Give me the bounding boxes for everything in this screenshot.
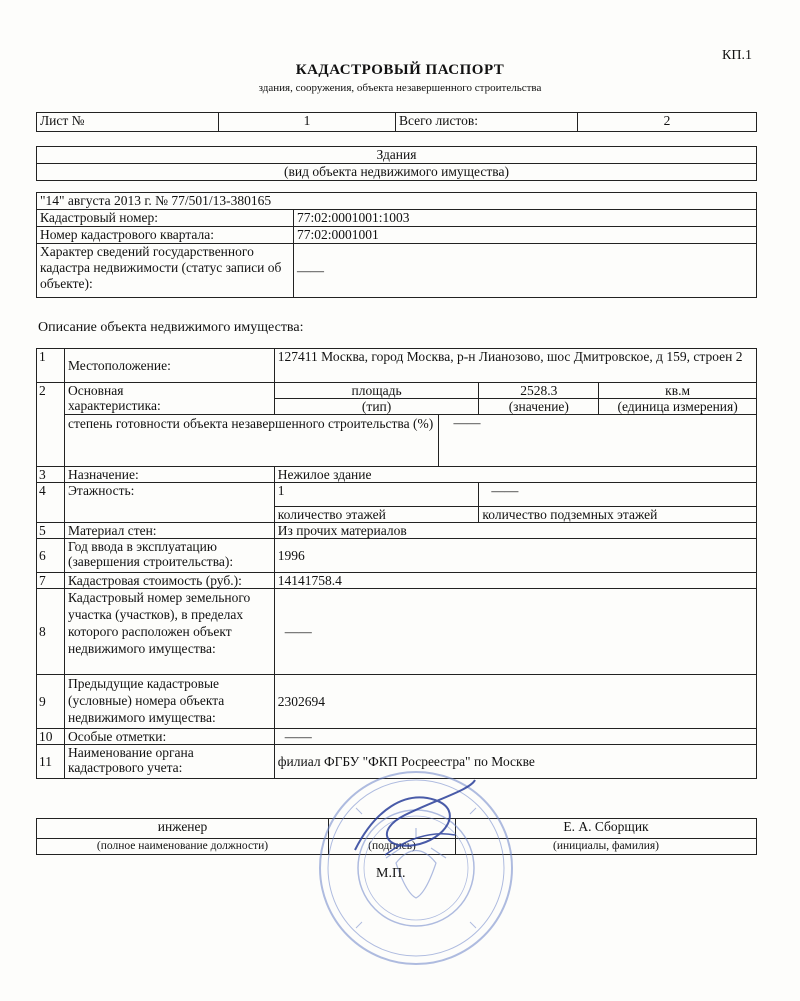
- cadastral-number-label: Кадастровый номер:: [37, 210, 294, 227]
- purpose-value: Нежилое здание: [274, 467, 756, 483]
- characteristic-type-caption: (тип): [274, 399, 479, 415]
- total-sheets-value: 2: [578, 113, 757, 132]
- characteristic-type: площадь: [274, 383, 479, 399]
- quarter-value: 77:02:0001001: [294, 227, 757, 244]
- row-6-number: 6: [37, 539, 65, 573]
- row-2-number: 2: [37, 383, 65, 467]
- land-plot-label: Кадастровый номер земельного участка (участков), в пределах которого расположен объект недвижимого имущества:: [64, 589, 274, 675]
- info-table: [36, 192, 757, 298]
- document-title: КАДАСТРОВЫЙ ПАСПОРТ: [295, 62, 505, 78]
- form-code: КП.1: [722, 48, 752, 63]
- land-plot-value: ——: [274, 589, 756, 675]
- main-characteristic-label: Основная характеристика:: [64, 383, 274, 415]
- location-value: 127411 Москва, город Москва, р-н Лианозово, шос Дмитровское, д 159, строен 2: [274, 349, 756, 383]
- sheet-label: Лист №: [37, 113, 219, 132]
- handwritten-signature-icon: [345, 770, 485, 870]
- cadastral-value-value: 14141758.4: [274, 573, 756, 589]
- characteristic-unit-caption: (единица измерения): [599, 399, 757, 415]
- readiness-label: степень готовности объекта незавершенного строительства (%): [64, 415, 439, 467]
- object-type-table: [36, 146, 757, 181]
- previous-numbers-label: Предыдущие кадастровые (условные) номера объекта недвижимого имущества:: [64, 675, 274, 729]
- characteristic-amount-caption: (значение): [479, 399, 599, 415]
- location-label: Местоположение:: [64, 349, 274, 383]
- description-label: Описание объекта недвижимого имущества:: [38, 320, 304, 335]
- stamp-place-label: М.П.: [376, 866, 406, 881]
- row-4-number: 4: [37, 483, 65, 523]
- commission-year-label: Год ввода в эксплуатацию (завершения строительства):: [64, 539, 274, 573]
- readiness-value: ——: [439, 415, 757, 467]
- name-caption: (инициалы, фамилия): [456, 839, 757, 855]
- floors-label: Этажность:: [64, 483, 274, 523]
- row-10-number: 10: [37, 729, 65, 745]
- cadastral-number-value: 77:02:0001001:1003: [294, 210, 757, 227]
- position-caption: (полное наименование должности): [37, 839, 329, 855]
- registration-authority-label: Наименование органа кадастрового учета:: [64, 745, 274, 779]
- special-notes-label: Особые отметки:: [64, 729, 274, 745]
- object-type-caption: (вид объекта недвижимого имущества): [37, 164, 757, 181]
- registration-authority-value: филиал ФГБУ "ФКП Росреестра" по Москве: [274, 745, 756, 779]
- characteristic-unit: кв.м: [599, 383, 757, 399]
- signature-caption: (подпись): [329, 839, 456, 855]
- floors-value: 1: [274, 483, 479, 507]
- row-9-number: 9: [37, 675, 65, 729]
- object-type-value: Здания: [37, 147, 757, 164]
- previous-numbers-value: 2302694: [274, 675, 756, 729]
- row-8-number: 8: [37, 589, 65, 675]
- total-sheets-label: Всего листов:: [396, 113, 578, 132]
- purpose-label: Назначение:: [64, 467, 274, 483]
- row-11-number: 11: [37, 745, 65, 779]
- commission-year-value: 1996: [274, 539, 756, 573]
- document-subtitle: здания, сооружения, объекта незавершенного строительства: [258, 82, 542, 94]
- position-value: инженер: [37, 819, 329, 839]
- sheet-value: 1: [219, 113, 396, 132]
- quarter-label: Номер кадастрового квартала:: [37, 227, 294, 244]
- name-value: Е. А. Сборщик: [456, 819, 757, 839]
- characteristic-amount: 2528.3: [479, 383, 599, 399]
- row-5-number: 5: [37, 523, 65, 539]
- wall-material-label: Материал стен:: [64, 523, 274, 539]
- status-label: Характер сведений государственного кадастра недвижимости (статус записи об объекте):: [37, 244, 294, 298]
- row-1-number: 1: [37, 349, 65, 383]
- special-notes-value: ——: [274, 729, 756, 745]
- description-table: [36, 348, 757, 779]
- status-value: ——: [294, 244, 757, 298]
- row-7-number: 7: [37, 573, 65, 589]
- date-number: "14" августа 2013 г. № 77/501/13-380165: [37, 193, 757, 210]
- row-3-number: 3: [37, 467, 65, 483]
- underground-floors-value: ——: [479, 483, 757, 507]
- cadastral-value-label: Кадастровая стоимость (руб.):: [64, 573, 274, 589]
- floors-caption: количество этажей: [274, 507, 479, 523]
- underground-floors-caption: количество подземных этажей: [479, 507, 757, 523]
- wall-material-value: Из прочих материалов: [274, 523, 756, 539]
- sheet-table: [36, 112, 757, 132]
